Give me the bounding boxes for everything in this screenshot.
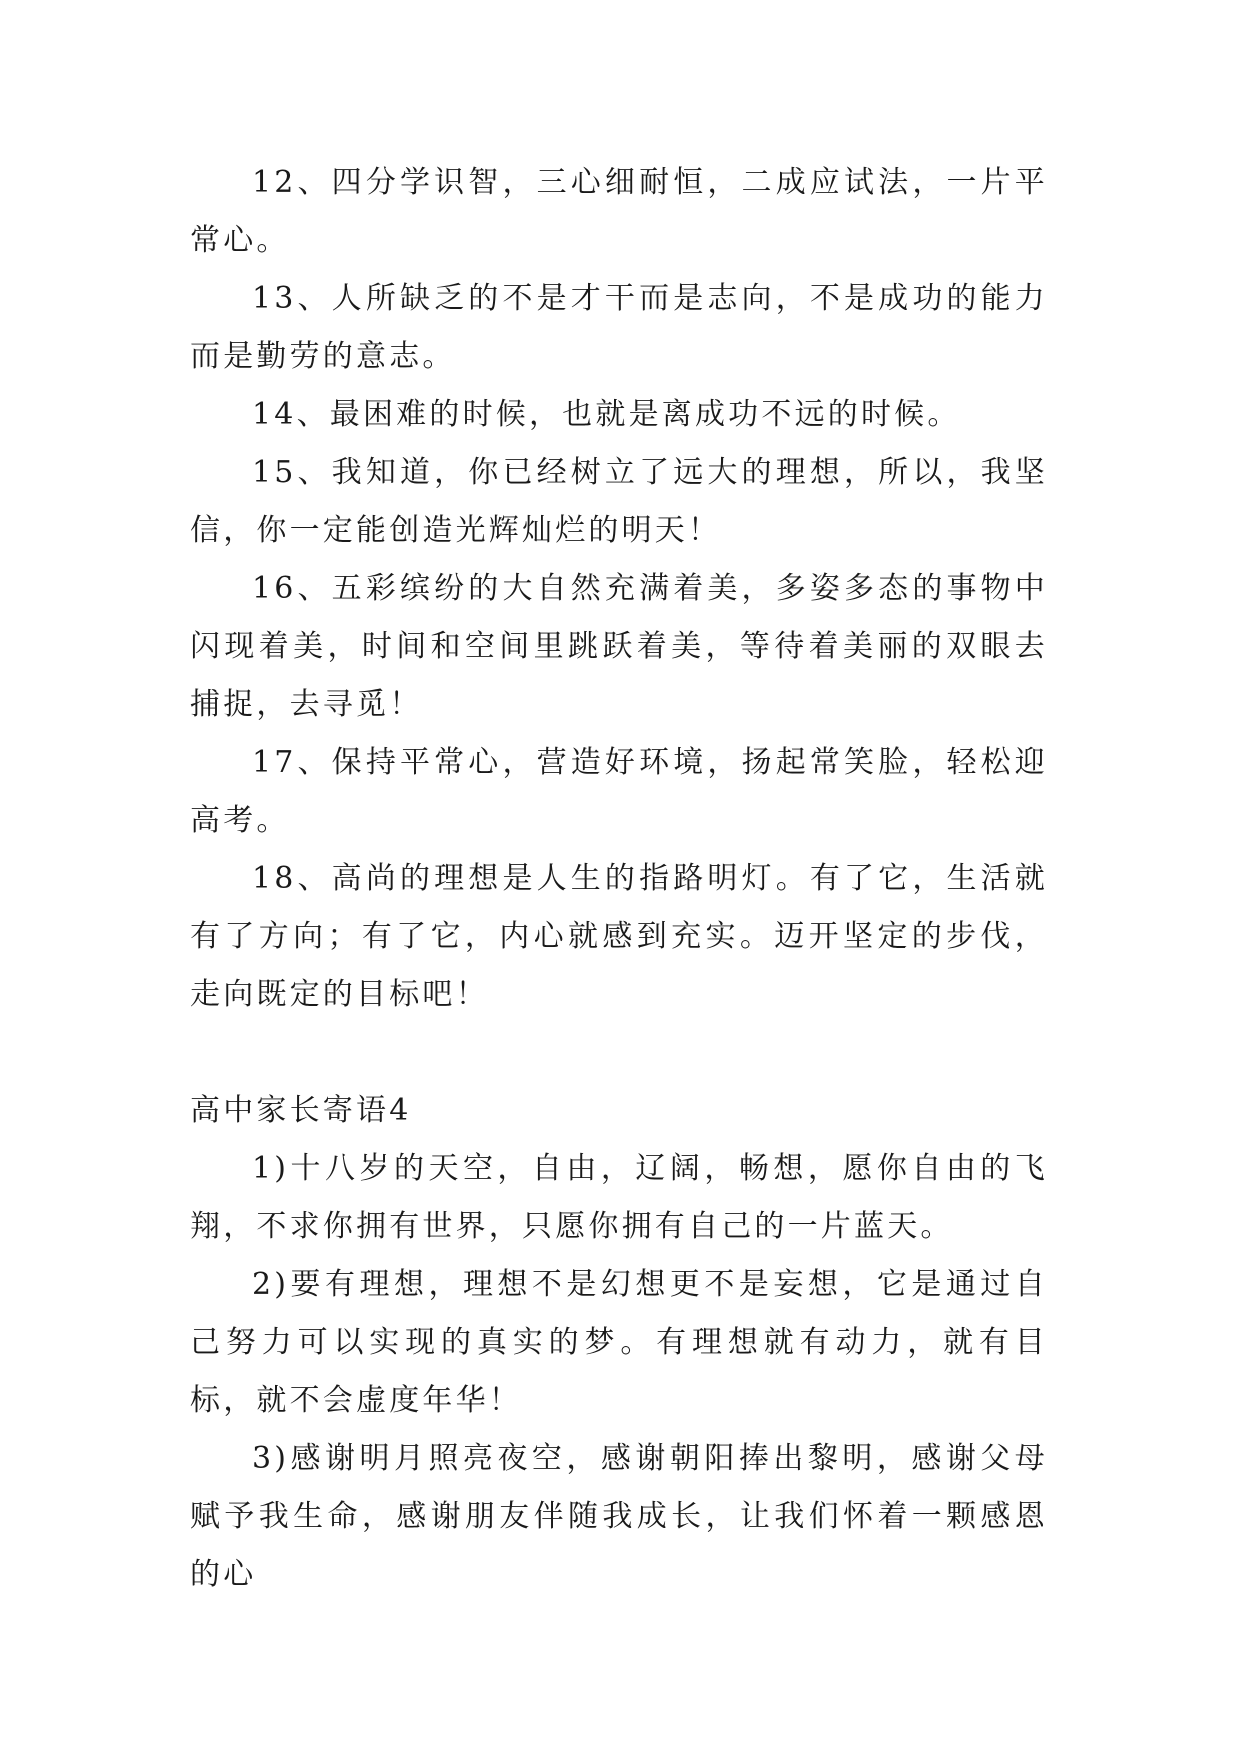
paragraph-13: 13、人所缺乏的不是才干而是志向，不是成功的能力而是勤劳的意志。 (190, 281, 1048, 374)
paragraph-12: 12、四分学识智，三心细耐恒，二成应试法，一片平常心。 (190, 165, 1048, 258)
paragraph-item-3: 3)感谢明月照亮夜空，感谢朝阳捧出黎明，感谢父母赋予我生命，感谢朋友伴随我成长，让我们怀着一颗感恩的心 (190, 1441, 1048, 1592)
paragraph-18: 18、高尚的理想是人生的指路明灯。有了它，生活就有了方向；有了它，内心就感到充实。迈开坚定的步伐，走向既定的目标吧！ (190, 861, 1048, 1012)
section-heading: 高中家长寄语4 (190, 1093, 412, 1128)
paragraph-item-2: 2)要有理想，理想不是幻想更不是妄想，它是通过自己努力可以实现的真实的梦。有理想就有动力，就有目标，就不会虚度年华！ (190, 1267, 1048, 1418)
paragraph-14: 14、最困难的时候，也就是离成功不远的时候。 (252, 397, 961, 432)
document-body (190, 154, 1048, 1604)
paragraph-16: 16、五彩缤纷的大自然充满着美，多姿多态的事物中闪现着美，时间和空间里跳跃着美，等待着美丽的双眼去捕捉，去寻觅！ (190, 571, 1048, 722)
paragraph-17: 17、保持平常心，营造好环境，扬起常笑脸，轻松迎高考。 (190, 745, 1048, 838)
paragraph-15: 15、我知道，你已经树立了远大的理想，所以，我坚信，你一定能创造光辉灿烂的明天！ (190, 455, 1048, 548)
paragraph-item-1: 1)十八岁的天空，自由，辽阔，畅想，愿你自由的飞翔，不求你拥有世界，只愿你拥有自己的一片蓝天。 (190, 1151, 1048, 1244)
